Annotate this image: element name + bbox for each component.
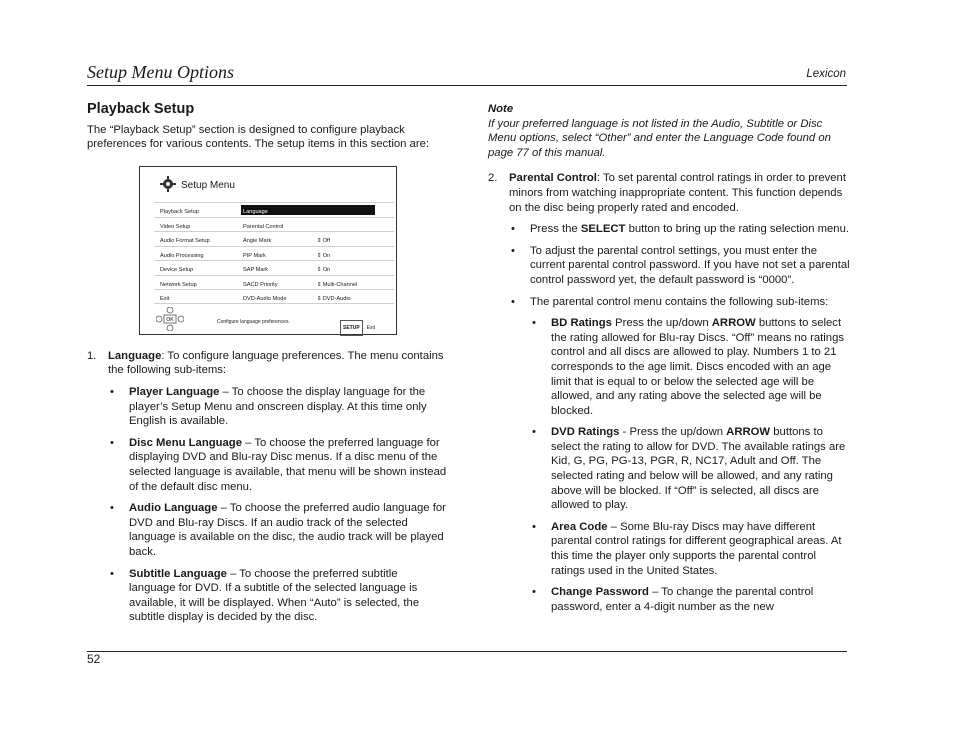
bullet-label: Subtitle Language: [129, 567, 227, 580]
menu-item-mid: SAP Mark: [243, 266, 269, 273]
bullet-label: Change Password: [551, 586, 649, 599]
setup-menu-title-text: Setup Menu: [181, 180, 235, 192]
bullet-label: BD Ratings: [551, 317, 612, 330]
menu-item-value: ⇕DVD-Audio: [317, 295, 351, 302]
bullet-text: To adjust the parental control settings, you must enter the current parental control password. If you have not set a parental control password yet, the default password is “0000”.: [530, 244, 850, 286]
setup-menu-screenshot: [139, 166, 397, 335]
item-text: : To set parental control ratings in order to prevent minors from watching inappropriate content. This function depends on the disc being properly rated and encoded.: [509, 172, 846, 214]
bullet-label: Player Language: [129, 385, 220, 398]
menu-item-value: ⇕Multi-Channel: [317, 281, 358, 288]
menu-item-value: ⇕On: [317, 252, 331, 259]
page-number: 52: [87, 652, 101, 666]
item-text: : To configure language preferences. The menu contains the following sub-items:: [108, 349, 444, 377]
bullet-text: Press the: [530, 223, 581, 236]
item-number: 1.: [87, 349, 97, 362]
bullet-text: – To choose the preferred subtitle language for DVD. If a subtitle of the selected language is available, it will be displayed. When “Auto” is selected, the subtitle display is decided by the disc.: [129, 567, 420, 624]
setup-exit-label: Exit: [366, 324, 376, 331]
setup-key: SETUP: [340, 320, 363, 337]
option-arrows-icon: ⇕: [317, 295, 322, 302]
page-header-title: Setup Menu Options: [87, 62, 234, 82]
bullet-text: – To change the parental control password, enter a 4-digit number as the new: [551, 586, 814, 613]
menu-row: [154, 232, 394, 244]
bullet-bold: SELECT: [580, 223, 626, 236]
menu-item-left: Playback Setup: [160, 208, 199, 215]
menu-item-value: ⇕On: [317, 266, 331, 273]
bullet-bold: ARROW: [726, 426, 771, 439]
menu-item-mid: Angle Mark: [243, 237, 272, 244]
menu-item-mid: Parental Control: [243, 223, 284, 230]
option-arrows-icon: ⇕: [317, 237, 322, 244]
setup-exit-hint: [340, 320, 375, 337]
bullet-label: Area Code: [551, 520, 608, 533]
menu-item-mid: PIP Mark: [243, 252, 266, 259]
bullet-text: The parental control menu contains the following sub-items:: [530, 295, 829, 308]
bullet-subtitle-language: [108, 567, 447, 625]
item-number: 2.: [488, 172, 498, 185]
section-title: Playback Setup: [87, 101, 195, 117]
menu-hint: Configure language preferences.: [217, 318, 290, 325]
option-arrows-icon: ⇕: [317, 252, 322, 259]
setup-menu-title: [160, 176, 235, 198]
menu-row: [154, 290, 394, 302]
item-label: Language: [108, 349, 162, 362]
gear-icon: [160, 176, 176, 198]
bullet-label: DVD Ratings: [551, 426, 620, 439]
bullet-text: buttons to select the rating allowed for Blu-ray Discs. “Off” means no ratings control and all discs are allowed to play. Numbers 1 to 21 corresponds to the age limit. Discs encoded with an age limit that is equal to or below the selected age will be allowed, and any rating above the selected age will be blocked.: [551, 317, 845, 417]
bullet-area-code: [530, 520, 850, 578]
menu-row: [154, 203, 394, 215]
header-rule: [87, 85, 847, 86]
footer-rule: [87, 651, 847, 652]
menu-item-mid: Language: [243, 208, 268, 215]
bullet-text: Press the up/down: [611, 317, 712, 330]
option-arrows-icon: ⇕: [317, 281, 322, 288]
menu-row: [154, 247, 394, 259]
left-column: [87, 102, 447, 625]
menu-item-mid: DVD-Audio Mode: [243, 295, 287, 302]
right-column: [488, 102, 850, 614]
bullet-dvd-ratings: [530, 425, 850, 513]
bullet-disc-menu-language: [108, 436, 447, 494]
bullet-text: – To choose the display language for the player’s Setup Menu and onscreen display. At this time only English is available.: [129, 385, 427, 428]
bullet-text: – Some Blu-ray Discs may have different parental control ratings for different geographical areas. At this time the player only supports the parental control ratings used in the United States.: [551, 520, 842, 577]
menu-row: [154, 218, 394, 230]
bullet-audio-language: [108, 501, 447, 559]
menu-item-left: Video Setup: [160, 223, 191, 230]
menu-item-left: Audio Format Setup: [160, 237, 210, 244]
note-title: Note: [488, 103, 514, 115]
bullet-bold: ARROW: [711, 317, 756, 330]
numbered-item-parental-control: [488, 171, 850, 215]
menu-item-left: Device Setup: [160, 266, 194, 273]
bullet-text: – To choose the preferred language for displaying DVD and Blu-ray Disc menus. If a disc menu of the selected language is available, that menu will be shown instead of the default disc menu.: [129, 436, 447, 493]
menu-item-left: Exit: [160, 295, 170, 302]
intro-paragraph: The “Playback Setup” section is designed to configure playback preferences for various contents. The setup items in this section are:: [87, 123, 430, 151]
bullet-select-button: [509, 222, 850, 237]
navigation-pad-icon: [156, 307, 184, 338]
note-body: If your preferred language is not listed in the Audio, Subtitle or Disc Menu options, select “Other” and enter the Language Code found on page 77 of this manual.: [488, 117, 831, 159]
bullet-text: - Press the up/down: [619, 426, 727, 439]
bullet-label: Audio Language: [129, 502, 218, 515]
bullet-text: buttons to select the rating to allow for DVD. The available ratings are Kid, G, PG, PG-13, PGR, R, NC17, Adult and Off. The selected rating and below will be allowed, and any rating above will be blocked. If “Off” is selected, all discs are allowed to play.: [551, 426, 846, 512]
ok-button-label: OK: [166, 316, 174, 323]
bullet-change-password: [530, 585, 850, 614]
menu-item-mid: SACD Priority: [243, 281, 278, 288]
bullet-player-language: [108, 385, 447, 429]
menu-item-value: ⇕Off: [317, 237, 331, 244]
bullet-text: – To choose the preferred audio language for DVD and Blu-ray Discs. If an audio track of the selected language is available on the disc, the audio track will be played back.: [129, 502, 446, 558]
bullet-sub-items: [509, 295, 850, 310]
bullet-text: button to bring up the rating selection menu.: [625, 223, 850, 236]
menu-row: [154, 261, 394, 273]
item-label: Parental Control: [509, 172, 597, 185]
menu-item-left: Audio Processing: [160, 252, 204, 259]
bullet-label: Disc Menu Language: [129, 436, 242, 449]
bullet-password: [509, 244, 850, 288]
menu-divider: [154, 303, 394, 304]
option-arrows-icon: ⇕: [317, 266, 322, 273]
numbered-item-language: [87, 349, 447, 378]
menu-item-left: Network Setup: [160, 281, 197, 288]
bullet-bd-ratings: [530, 316, 850, 418]
header-brand: Lexicon: [806, 68, 846, 80]
menu-row: [154, 276, 394, 288]
